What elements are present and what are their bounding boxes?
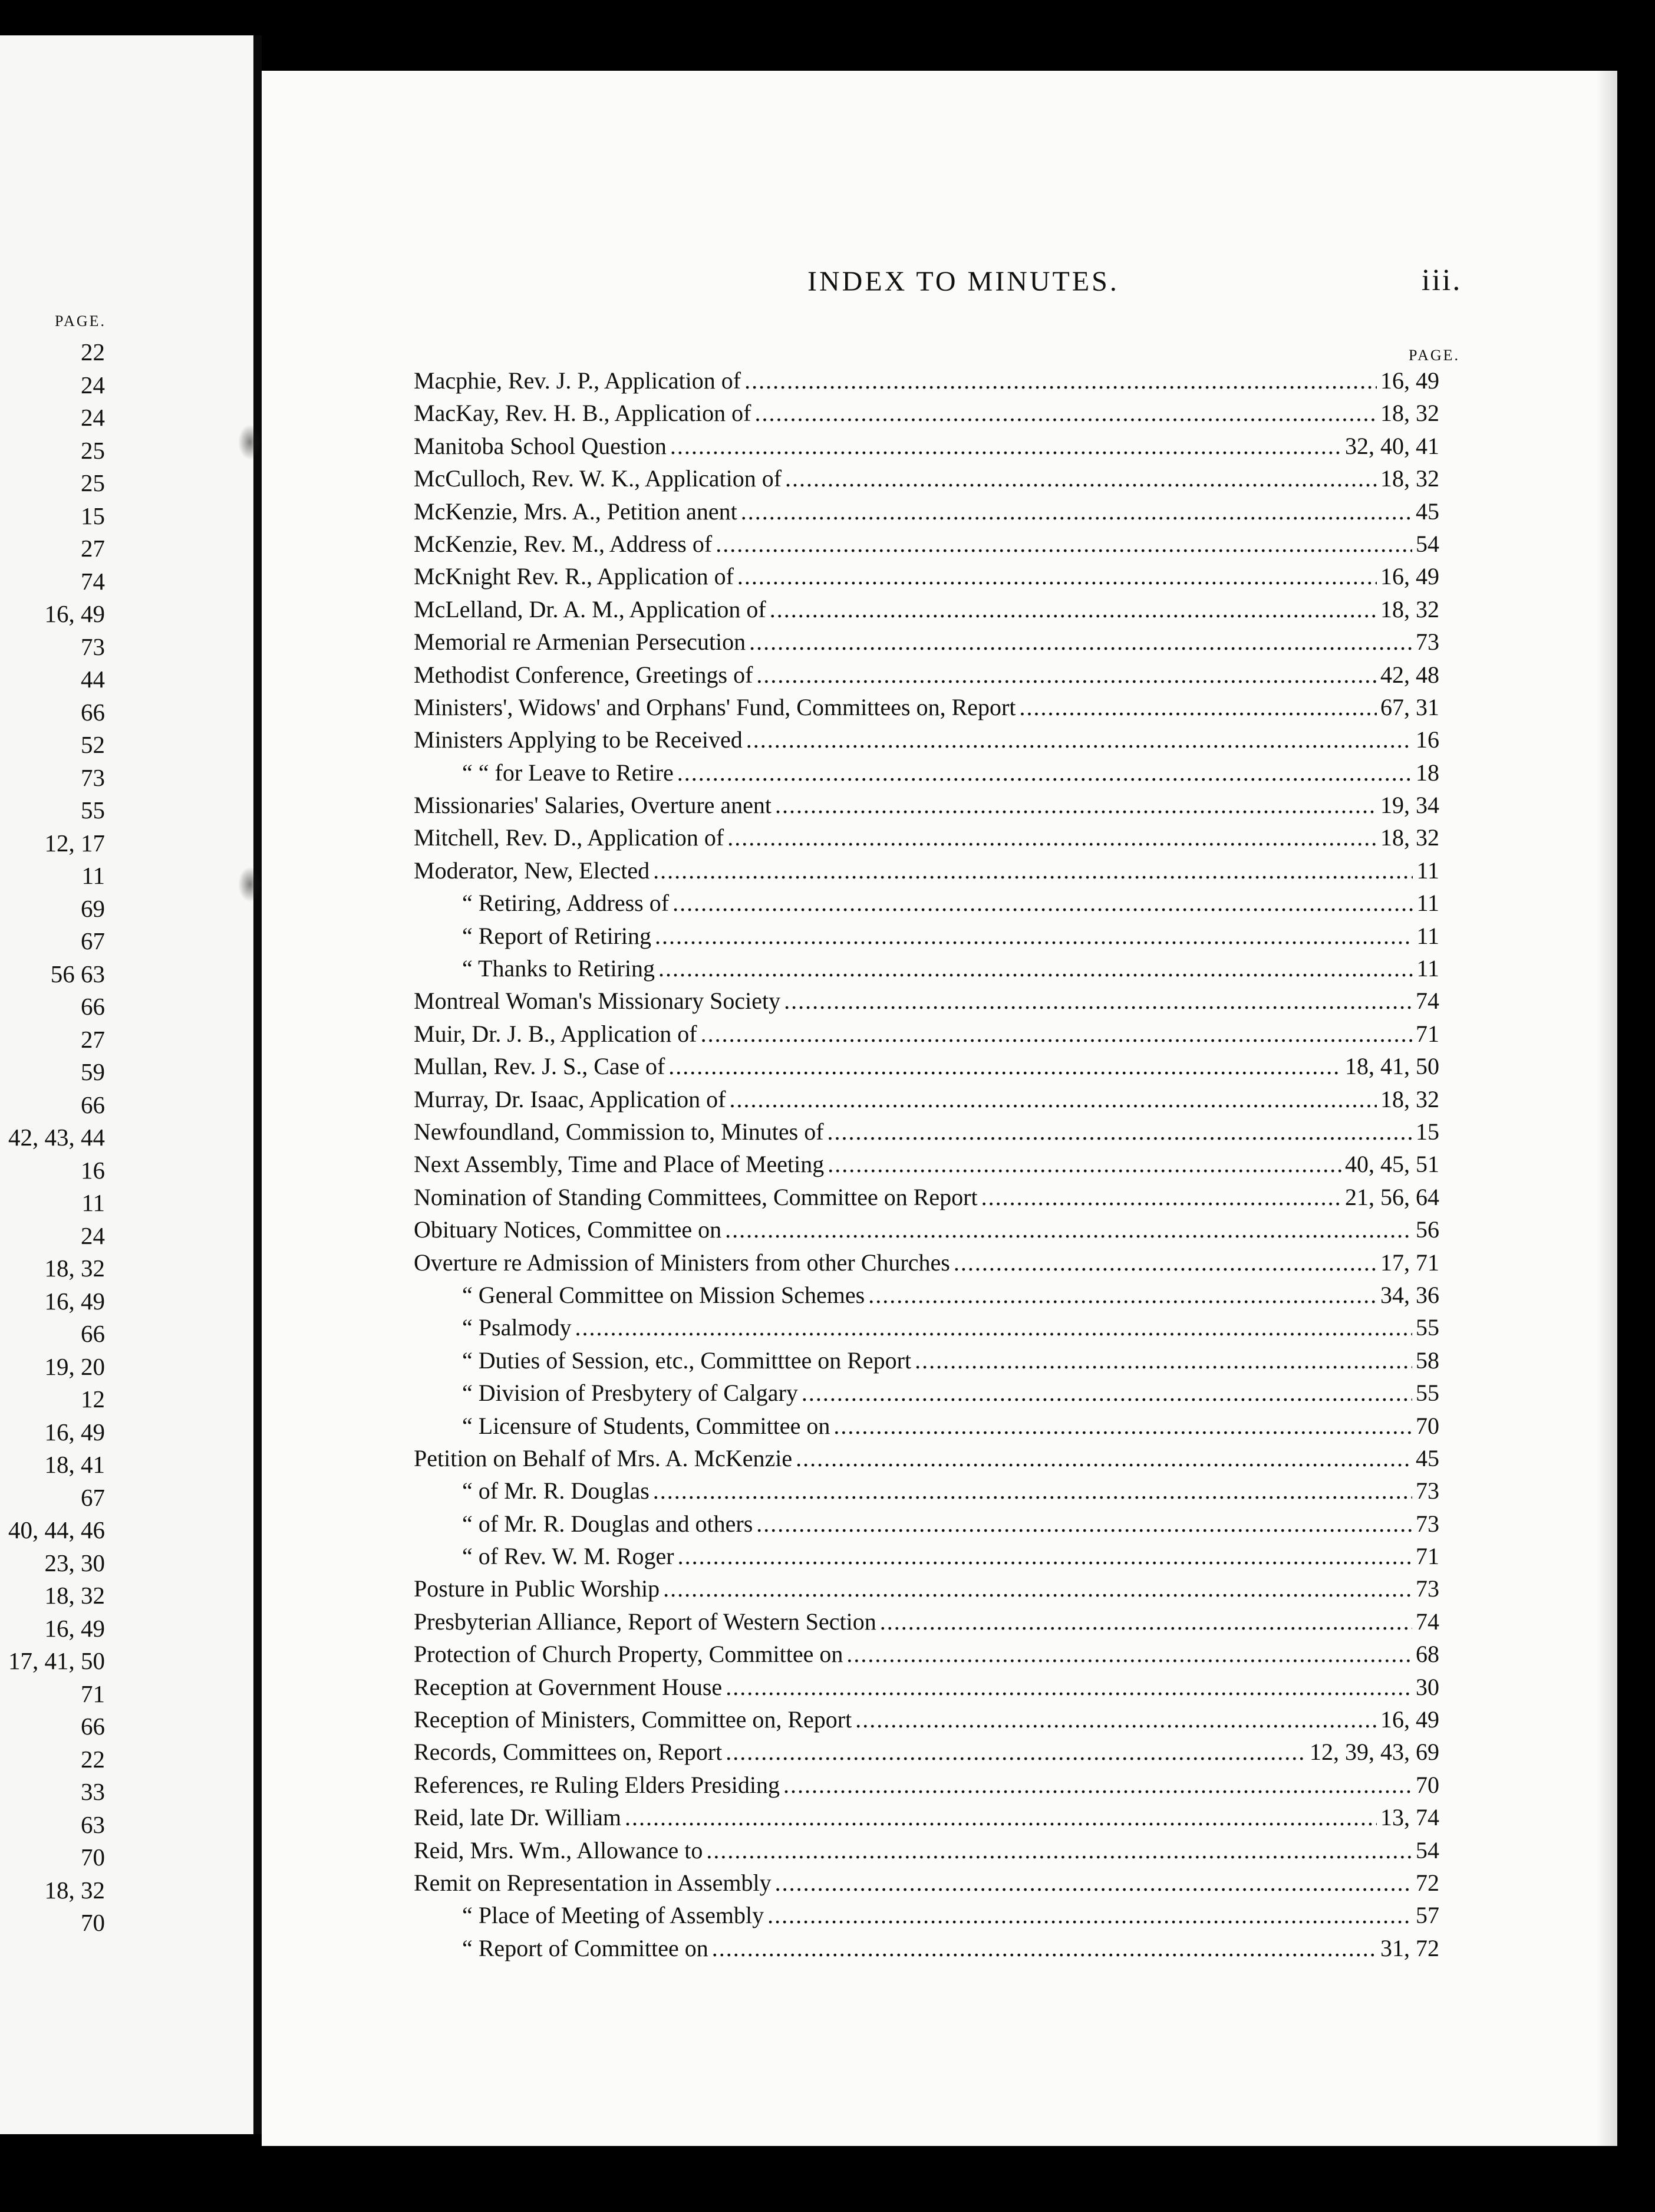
- index-entry: [414, 985, 1439, 1017]
- index-entry-text: Presbyterian Alliance, Report of Western Section: [414, 1608, 876, 1635]
- index-entry-pages: 74: [1416, 1608, 1439, 1635]
- index-entry-pages: 70: [1416, 1412, 1439, 1439]
- index-entry-pages: 56: [1416, 1216, 1439, 1243]
- index-entry-text: “ Thanks to Retiring: [462, 955, 655, 982]
- left-page-number: 16, 49: [44, 600, 105, 627]
- index-entry: [414, 397, 1439, 429]
- index-entry-text: Manitoba School Question: [414, 432, 667, 459]
- dot-leader: [653, 1474, 1412, 1507]
- dot-leader: [725, 1213, 1412, 1246]
- left-page-number: 18, 32: [44, 1582, 105, 1609]
- index-entry: [414, 1181, 1439, 1213]
- index-entry: [414, 528, 1439, 560]
- index-entry: [414, 495, 1439, 528]
- left-page-number: 25: [81, 469, 105, 496]
- index-entry-pages: 68: [1416, 1641, 1439, 1668]
- index-entry: [414, 659, 1439, 691]
- index-entry-pages: 67, 31: [1380, 693, 1439, 720]
- left-page-number: 42, 43, 44: [8, 1124, 105, 1151]
- left-page-number: 66: [81, 993, 105, 1020]
- left-page-number: 25: [81, 436, 105, 464]
- index-entry-text: Remit on Representation in Assembly: [414, 1869, 772, 1896]
- index-entry-text: “ Psalmody: [462, 1314, 572, 1341]
- index-entry-text: McLelland, Dr. A. M., Application of: [414, 595, 766, 623]
- index-entry: [414, 1246, 1439, 1279]
- left-page-number: 22: [81, 338, 105, 366]
- index-entry-text: Macphie, Rev. J. P., Application of: [414, 367, 741, 394]
- index-entry-pages: 71: [1416, 1020, 1439, 1047]
- left-page-number: 74: [81, 567, 105, 595]
- dot-leader: [706, 1834, 1412, 1867]
- dot-leader: [746, 723, 1412, 756]
- index-entry: [414, 1507, 1439, 1540]
- dot-leader: [915, 1344, 1412, 1377]
- index-entry-pages: 11: [1416, 955, 1439, 982]
- index-entry: [414, 952, 1439, 985]
- dot-leader: [678, 1540, 1412, 1572]
- index-entry: [414, 1115, 1439, 1148]
- index-entry-text: McCulloch, Rev. W. K., Application of: [414, 465, 782, 492]
- dot-leader: [954, 1246, 1377, 1279]
- index-entry-text: Ministers Applying to be Received: [414, 726, 743, 753]
- left-page-number: 66: [81, 698, 105, 726]
- dot-leader: [668, 1050, 1341, 1082]
- left-page-number: 69: [81, 894, 105, 922]
- index-entry-pages: 17, 71: [1380, 1249, 1439, 1276]
- index-entry-text: Overture re Admission of Ministers from other Churches: [414, 1249, 950, 1276]
- index-page: [262, 71, 1617, 2146]
- index-entry-text: Murray, Dr. Isaac, Application of: [414, 1085, 726, 1112]
- index-entry-pages: 70: [1416, 1771, 1439, 1798]
- dot-leader: [846, 1638, 1412, 1670]
- left-page-number: 33: [81, 1778, 105, 1805]
- dot-leader: [712, 1932, 1377, 1964]
- index-entry: [414, 364, 1439, 397]
- dot-leader: [783, 1769, 1412, 1801]
- index-entry-text: “ of Mr. R. Douglas and others: [462, 1510, 753, 1537]
- dot-leader: [677, 756, 1412, 789]
- index-entry-text: “ Place of Meeting of Assembly: [462, 1902, 764, 1929]
- index-entry: [414, 1638, 1439, 1670]
- index-entry-text: Next Assembly, Time and Place of Meeting: [414, 1151, 825, 1178]
- page-gutter: [253, 35, 262, 2134]
- index-entry: [414, 723, 1439, 756]
- left-page-number: 19, 20: [44, 1352, 105, 1380]
- index-entry-pages: 34, 36: [1380, 1281, 1439, 1308]
- left-page-number: 16: [81, 1156, 105, 1184]
- left-page-number: 17, 41, 50: [8, 1647, 105, 1674]
- index-entry-text: “ Division of Presbytery of Calgary: [462, 1380, 798, 1407]
- running-head: INDEX TO MINUTES.: [807, 266, 1119, 297]
- left-page-number: 18, 32: [44, 1255, 105, 1282]
- index-entry-pages: 11: [1416, 922, 1439, 949]
- index-entry-pages: 18, 32: [1380, 595, 1439, 623]
- index-entry-pages: 73: [1416, 1477, 1439, 1505]
- left-page-number: 11: [81, 1189, 105, 1216]
- index-entry: [414, 920, 1439, 952]
- index-entry: [414, 789, 1439, 821]
- index-entry: [414, 1671, 1439, 1703]
- index-entry-text: Montreal Woman's Missionary Society: [414, 988, 781, 1015]
- index-entry-text: Mullan, Rev. J. S., Case of: [414, 1053, 665, 1080]
- index-entry-text: Reid, Mrs. Wm., Allowance to: [414, 1836, 703, 1864]
- index-entry-pages: 21, 56, 64: [1345, 1183, 1439, 1210]
- index-entry: [414, 1050, 1439, 1082]
- index-entry-text: Obituary Notices, Committee on: [414, 1216, 722, 1243]
- index-entry-text: “ “ for Leave to Retire: [462, 759, 674, 786]
- index-entry: [414, 1474, 1439, 1507]
- index-entry-pages: 11: [1416, 890, 1439, 917]
- index-entry: [414, 1703, 1439, 1736]
- left-page-number: 66: [81, 1713, 105, 1740]
- dot-leader: [726, 1671, 1412, 1703]
- index-entry-pages: 73: [1416, 628, 1439, 656]
- left-page-number: 70: [81, 1909, 105, 1936]
- index-entry-text: Mitchell, Rev. D., Application of: [414, 824, 724, 851]
- paper-blemish: [238, 867, 262, 902]
- left-page-number: 59: [81, 1058, 105, 1085]
- index-entry: [414, 1083, 1439, 1115]
- index-entry-pages: 73: [1416, 1510, 1439, 1537]
- left-page-number: 40, 44, 46: [8, 1516, 105, 1543]
- dot-leader: [653, 854, 1413, 887]
- left-page-number: 71: [81, 1680, 105, 1707]
- dot-leader: [756, 1507, 1412, 1540]
- dot-leader: [663, 1572, 1412, 1605]
- index-entry-text: “ Duties of Session, etc., Committtee on Report: [462, 1347, 912, 1374]
- dot-leader: [727, 821, 1377, 854]
- left-page-number: 44: [81, 666, 105, 693]
- index-entry-pages: 72: [1416, 1869, 1439, 1896]
- index-entry-text: Protection of Church Property, Committee on: [414, 1641, 843, 1668]
- left-page-number: 27: [81, 535, 105, 562]
- dot-leader: [749, 626, 1412, 658]
- left-page-number: 52: [81, 731, 105, 758]
- index-entry-text: Missionaries' Salaries, Overture anent: [414, 792, 772, 819]
- index-entry: [414, 1344, 1439, 1377]
- index-entry-pages: 54: [1416, 1836, 1439, 1864]
- index-entry-pages: 54: [1416, 530, 1439, 557]
- left-page-number: 18, 41: [44, 1451, 105, 1478]
- index-entry: [414, 1377, 1439, 1409]
- left-page-number: 24: [81, 404, 105, 431]
- dot-leader: [672, 887, 1413, 919]
- left-page-number: 16, 49: [44, 1287, 105, 1315]
- dot-leader: [868, 1279, 1377, 1311]
- index-entry-text: Records, Committees on, Report: [414, 1739, 723, 1766]
- left-page-number: 16, 49: [44, 1418, 105, 1446]
- dot-leader: [855, 1703, 1377, 1736]
- index-entry-pages: 16: [1416, 726, 1439, 753]
- left-page-number: 73: [81, 763, 105, 791]
- index-entry-pages: 71: [1416, 1543, 1439, 1570]
- index-entry-text: “ Retiring, Address of: [462, 890, 670, 917]
- index-entry-text: Posture in Public Worship: [414, 1575, 660, 1602]
- dot-leader: [828, 1115, 1412, 1148]
- page-folio: iii.: [1422, 264, 1462, 297]
- index-entry: [414, 1769, 1439, 1801]
- dot-leader: [701, 1018, 1412, 1050]
- index-entry: [414, 1540, 1439, 1572]
- dot-leader: [737, 560, 1377, 592]
- index-entry-pages: 55: [1416, 1380, 1439, 1407]
- dot-leader: [726, 1736, 1306, 1768]
- index-entry: [414, 1834, 1439, 1867]
- left-page-number: 18, 32: [44, 1876, 105, 1904]
- dot-leader: [770, 593, 1377, 626]
- index-entry: [414, 593, 1439, 626]
- left-page-number: 63: [81, 1811, 105, 1838]
- index-entry-text: “ Report of Committee on: [462, 1934, 708, 1961]
- index-entry: [414, 1442, 1439, 1474]
- index-entry-pages: 16, 49: [1380, 563, 1439, 590]
- index-entry-pages: 18, 32: [1380, 1085, 1439, 1112]
- index-entry-text: McKnight Rev. R., Application of: [414, 563, 734, 590]
- index-entry: [414, 1605, 1439, 1638]
- page-column-label: PAGE.: [1409, 347, 1461, 364]
- left-page-number: 56 63: [50, 960, 105, 988]
- index-entry-pages: 30: [1416, 1673, 1439, 1700]
- index-entry-text: Moderator, New, Elected: [414, 857, 650, 884]
- left-page-heading: PAGE.: [54, 312, 106, 330]
- index-entry-text: Methodist Conference, Greetings of: [414, 661, 753, 688]
- index-entry-pages: 18: [1416, 759, 1439, 786]
- index-entry: [414, 691, 1439, 723]
- index-entry-pages: 40, 45, 51: [1345, 1151, 1439, 1178]
- index-entry-pages: 73: [1416, 1575, 1439, 1602]
- left-page-number: 11: [81, 862, 105, 889]
- dot-leader: [796, 1442, 1412, 1474]
- index-entry-pages: 16, 49: [1380, 1706, 1439, 1733]
- left-page-number: 12: [81, 1385, 105, 1413]
- index-entry-pages: 45: [1416, 498, 1439, 525]
- index-entry-pages: 18, 32: [1380, 824, 1439, 851]
- index-entry: [414, 887, 1439, 919]
- left-page-number-column: [0, 336, 105, 1940]
- dot-leader: [756, 659, 1377, 691]
- dot-leader: [625, 1801, 1377, 1834]
- index-entry: [414, 1213, 1439, 1246]
- page-edge-shadow: [1596, 71, 1617, 2146]
- index-entry: [414, 1311, 1439, 1344]
- index-entry-text: Muir, Dr. J. B., Application of: [414, 1020, 697, 1047]
- index-entry-pages: 18, 32: [1380, 465, 1439, 492]
- dot-leader: [575, 1311, 1412, 1344]
- dot-leader: [1019, 691, 1377, 723]
- index-entry-pages: 55: [1416, 1314, 1439, 1341]
- index-entry: [414, 1801, 1439, 1834]
- index-entry-text: References, re Ruling Elders Presiding: [414, 1771, 780, 1798]
- index-entry-pages: 57: [1416, 1902, 1439, 1929]
- index-entry: [414, 1899, 1439, 1931]
- index-entry-text: “ Report of Retiring: [462, 922, 652, 949]
- index-entry-pages: 15: [1416, 1118, 1439, 1145]
- left-page-number: 67: [81, 927, 105, 954]
- previous-page: [0, 35, 253, 2134]
- left-page-number: 67: [81, 1483, 105, 1511]
- dot-leader: [767, 1899, 1412, 1931]
- index-list: [414, 364, 1439, 1964]
- left-page-number: 23, 30: [44, 1549, 105, 1576]
- index-entry: [414, 756, 1439, 789]
- index-entry-text: McKenzie, Rev. M., Address of: [414, 530, 713, 557]
- dot-leader: [655, 920, 1413, 952]
- dot-leader: [775, 1867, 1412, 1899]
- dot-leader: [775, 789, 1377, 821]
- left-page-number: 27: [81, 1025, 105, 1053]
- dot-leader: [828, 1148, 1341, 1180]
- index-entry-text: “ Licensure of Students, Committee on: [462, 1412, 830, 1439]
- index-entry: [414, 1867, 1439, 1899]
- dot-leader: [741, 495, 1412, 528]
- index-entry-pages: 18, 32: [1380, 400, 1439, 427]
- index-entry-text: Newfoundland, Commission to, Minutes of: [414, 1118, 824, 1145]
- index-entry: [414, 430, 1439, 462]
- left-page-number: 70: [81, 1844, 105, 1871]
- index-entry: [414, 626, 1439, 658]
- index-entry-pages: 42, 48: [1380, 661, 1439, 688]
- dot-leader: [833, 1410, 1412, 1442]
- left-page-number: 15: [81, 502, 105, 529]
- left-page-number: 73: [81, 633, 105, 660]
- left-page-number: 55: [81, 796, 105, 824]
- index-entry-pages: 74: [1416, 988, 1439, 1015]
- dot-leader: [880, 1605, 1412, 1638]
- index-entry-pages: 31, 72: [1380, 1934, 1439, 1961]
- index-entry: [414, 1736, 1439, 1768]
- dot-leader: [802, 1377, 1412, 1409]
- index-entry-text: Reid, late Dr. William: [414, 1804, 622, 1831]
- index-entry-pages: 32, 40, 41: [1345, 432, 1439, 459]
- index-entry-text: Petition on Behalf of Mrs. A. McKenzie: [414, 1444, 793, 1472]
- left-page-number: 66: [81, 1091, 105, 1118]
- index-entry-text: Ministers', Widows' and Orphans' Fund, Committees on, Report: [414, 693, 1016, 720]
- index-entry-text: McKenzie, Mrs. A., Petition anent: [414, 498, 737, 525]
- index-entry-pages: 19, 34: [1380, 792, 1439, 819]
- index-entry: [414, 821, 1439, 854]
- index-entry-text: Memorial re Armenian Persecution: [414, 628, 746, 656]
- paper-blemish: [238, 424, 262, 460]
- left-page-number: 12, 17: [44, 829, 105, 857]
- index-entry: [414, 1572, 1439, 1605]
- index-entry-pages: 16, 49: [1380, 367, 1439, 394]
- dot-leader: [658, 952, 1413, 985]
- index-entry: [414, 1148, 1439, 1180]
- dot-leader: [754, 397, 1377, 429]
- index-entry-pages: 12, 39, 43, 69: [1310, 1739, 1439, 1766]
- left-page-number: 24: [81, 1222, 105, 1249]
- index-entry-text: MacKay, Rev. H. B., Application of: [414, 400, 751, 427]
- index-entry-text: “ General Committee on Mission Schemes: [462, 1281, 865, 1308]
- left-page-number: 24: [81, 371, 105, 399]
- index-entry-text: Nomination of Standing Committees, Committee on Report: [414, 1183, 978, 1210]
- index-entry-pages: 58: [1416, 1347, 1439, 1374]
- dot-leader: [716, 528, 1412, 560]
- index-entry-pages: 45: [1416, 1444, 1439, 1472]
- index-entry-text: “ of Rev. W. M. Roger: [462, 1543, 674, 1570]
- index-entry: [414, 1018, 1439, 1050]
- left-page-number: 22: [81, 1745, 105, 1773]
- index-entry-pages: 11: [1416, 857, 1439, 884]
- dot-leader: [785, 462, 1377, 495]
- left-page-number: 16, 49: [44, 1614, 105, 1642]
- left-page-number: 66: [81, 1320, 105, 1347]
- index-entry-pages: 18, 41, 50: [1345, 1053, 1439, 1080]
- index-entry: [414, 462, 1439, 495]
- index-entry: [414, 1410, 1439, 1442]
- dot-leader: [744, 364, 1377, 397]
- index-entry: [414, 854, 1439, 887]
- index-entry-text: Reception of Ministers, Committee on, Report: [414, 1706, 852, 1733]
- index-entry-pages: 13, 74: [1380, 1804, 1439, 1831]
- dot-leader: [670, 430, 1341, 462]
- dot-leader: [729, 1083, 1377, 1115]
- dot-leader: [784, 985, 1412, 1017]
- index-entry-text: Reception at Government House: [414, 1673, 723, 1700]
- index-entry: [414, 1932, 1439, 1964]
- dot-leader: [981, 1181, 1341, 1213]
- index-entry-text: “ of Mr. R. Douglas: [462, 1477, 650, 1505]
- index-entry: [414, 560, 1439, 592]
- index-entry: [414, 1279, 1439, 1311]
